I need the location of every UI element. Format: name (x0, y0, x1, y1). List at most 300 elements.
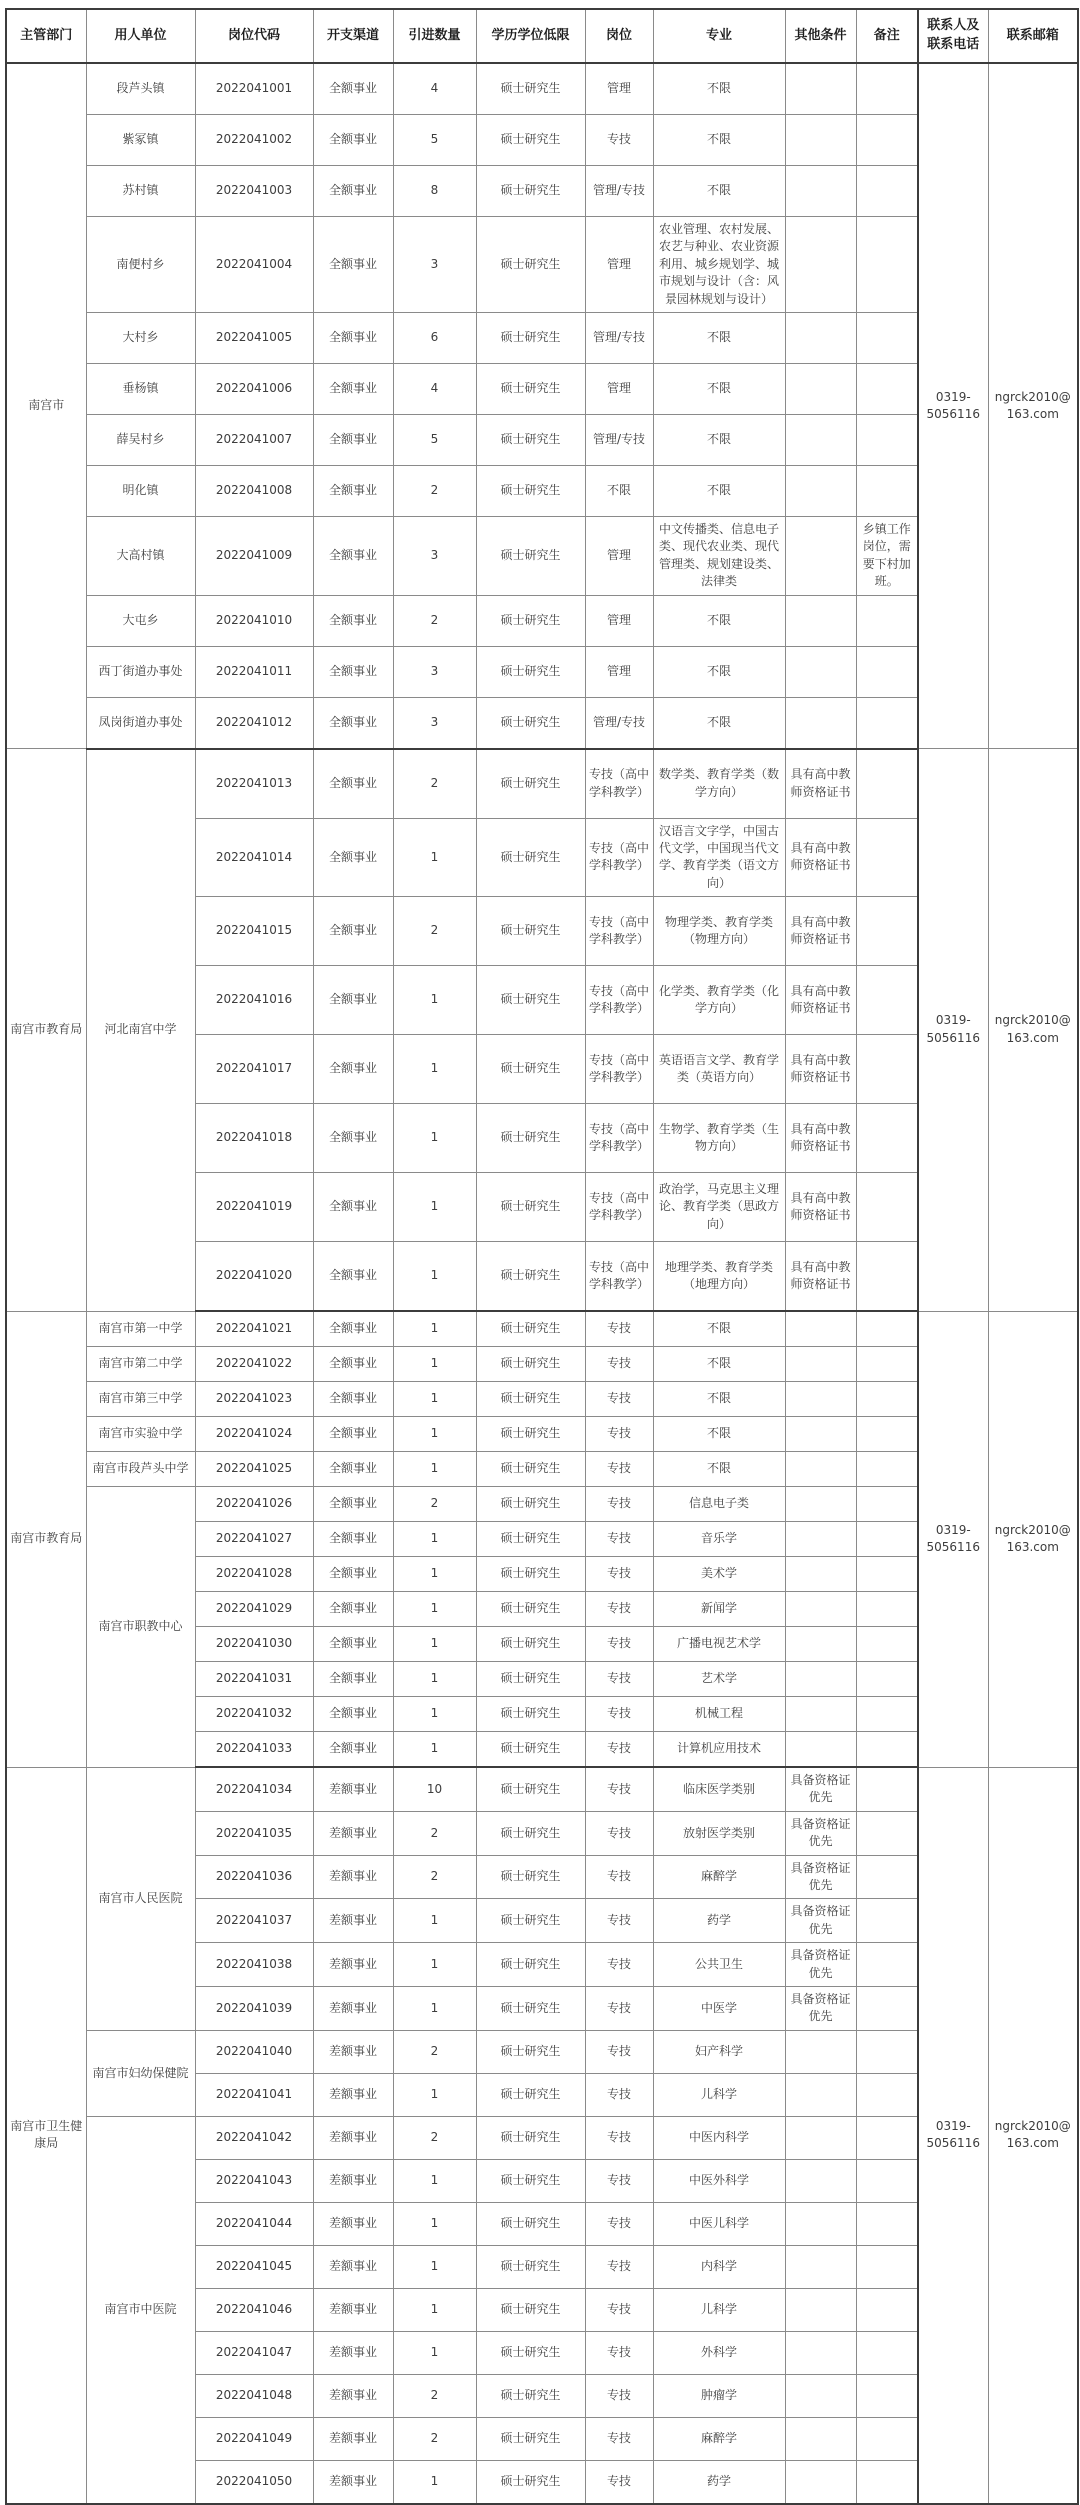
cell-channel: 全额事业 (313, 312, 393, 363)
table-row (6, 1417, 1078, 1452)
cell-other (785, 595, 856, 646)
cell-code: 2022041029 (195, 1592, 313, 1627)
cell-contact-email: ngrck2010@163.com (988, 749, 1078, 1312)
cell-major: 中医学 (653, 1986, 785, 2030)
cell-remark (856, 1382, 918, 1417)
cell-count: 1 (393, 1104, 476, 1173)
cell-major: 不限 (653, 1347, 785, 1382)
cell-code: 2022041014 (195, 818, 313, 897)
cell-remark (856, 414, 918, 465)
cell-channel: 全额事业 (313, 1557, 393, 1592)
cell-major: 不限 (653, 1452, 785, 1487)
cell-unit: 苏村镇 (86, 166, 195, 217)
cell-position: 专技（高中学科教学） (585, 897, 653, 966)
cell-unit: 西丁街道办事处 (86, 646, 195, 697)
cell-degree: 硕士研究生 (476, 63, 585, 115)
cell-degree: 硕士研究生 (476, 1767, 585, 1811)
cell-other (785, 1557, 856, 1592)
cell-major: 临床医学类别 (653, 1767, 785, 1811)
cell-major: 不限 (653, 646, 785, 697)
cell-major: 外科学 (653, 2331, 785, 2374)
cell-channel: 全额事业 (313, 1732, 393, 1768)
cell-position: 专技 (585, 2030, 653, 2073)
cell-position: 专技（高中学科教学） (585, 1035, 653, 1104)
col-header-position: 岗位 (585, 9, 653, 63)
cell-major: 计算机应用技术 (653, 1732, 785, 1768)
cell-code: 2022041010 (195, 595, 313, 646)
cell-code: 2022041038 (195, 1943, 313, 1987)
cell-position: 专技（高中学科教学） (585, 966, 653, 1035)
cell-channel: 全额事业 (313, 1311, 393, 1347)
cell-degree: 硕士研究生 (476, 2116, 585, 2159)
cell-count: 1 (393, 2331, 476, 2374)
table-row (6, 1452, 1078, 1487)
cell-unit: 南宫市中医院 (86, 2116, 195, 2504)
cell-major: 放射医学类别 (653, 1811, 785, 1855)
cell-count: 1 (393, 1173, 476, 1242)
cell-degree: 硕士研究生 (476, 2460, 585, 2504)
cell-other: 具有高中教师资格证书 (785, 818, 856, 897)
cell-channel: 全额事业 (313, 363, 393, 414)
cell-degree: 硕士研究生 (476, 2374, 585, 2417)
cell-position: 专技 (585, 1986, 653, 2030)
cell-remark (856, 1986, 918, 2030)
cell-count: 6 (393, 312, 476, 363)
cell-code: 2022041017 (195, 1035, 313, 1104)
cell-position: 专技 (585, 1522, 653, 1557)
cell-unit: 南宫市妇幼保健院 (86, 2030, 195, 2116)
cell-other (785, 2116, 856, 2159)
cell-degree: 硕士研究生 (476, 1811, 585, 1855)
cell-major: 麻醉学 (653, 2417, 785, 2460)
cell-other (785, 1311, 856, 1347)
cell-code: 2022041045 (195, 2245, 313, 2288)
cell-other (785, 2073, 856, 2116)
cell-remark (856, 1811, 918, 1855)
cell-major: 不限 (653, 166, 785, 217)
cell-code: 2022041012 (195, 697, 313, 749)
cell-remark (856, 1627, 918, 1662)
cell-degree: 硕士研究生 (476, 1732, 585, 1768)
cell-code: 2022041020 (195, 1242, 313, 1312)
cell-position: 专技 (585, 2159, 653, 2202)
cell-channel: 全额事业 (313, 1104, 393, 1173)
cell-department: 南宫市 (6, 63, 86, 749)
cell-other: 具有高中教师资格证书 (785, 1104, 856, 1173)
table-row (6, 595, 1078, 646)
cell-remark (856, 2159, 918, 2202)
cell-remark (856, 2288, 918, 2331)
cell-contact-phone: 0319-5056116 (918, 1767, 988, 2504)
cell-position: 专技 (585, 2116, 653, 2159)
cell-contact-phone: 0319-5056116 (918, 749, 988, 1312)
cell-count: 8 (393, 166, 476, 217)
cell-count: 1 (393, 2159, 476, 2202)
cell-other: 具有高中教师资格证书 (785, 1242, 856, 1312)
cell-remark (856, 1943, 918, 1987)
cell-degree: 硕士研究生 (476, 465, 585, 516)
cell-degree: 硕士研究生 (476, 1382, 585, 1417)
cell-position: 专技 (585, 2374, 653, 2417)
cell-remark (856, 2116, 918, 2159)
col-header-email: 联系邮箱 (988, 9, 1078, 63)
cell-remark: 乡镇工作岗位，需要下村加班。 (856, 516, 918, 595)
cell-position: 专技 (585, 1452, 653, 1487)
cell-degree: 硕士研究生 (476, 1347, 585, 1382)
cell-degree: 硕士研究生 (476, 1855, 585, 1899)
cell-code: 2022041035 (195, 1811, 313, 1855)
cell-major: 中医儿科学 (653, 2202, 785, 2245)
cell-remark (856, 1899, 918, 1943)
cell-code: 2022041005 (195, 312, 313, 363)
cell-code: 2022041040 (195, 2030, 313, 2073)
cell-count: 3 (393, 697, 476, 749)
cell-count: 2 (393, 2116, 476, 2159)
cell-remark (856, 363, 918, 414)
cell-major: 儿科学 (653, 2288, 785, 2331)
cell-other (785, 2202, 856, 2245)
cell-major: 化学类、教育学类（化学方向） (653, 966, 785, 1035)
cell-count: 1 (393, 1697, 476, 1732)
cell-degree: 硕士研究生 (476, 1557, 585, 1592)
cell-degree: 硕士研究生 (476, 1627, 585, 1662)
cell-major: 不限 (653, 1417, 785, 1452)
cell-unit: 明化镇 (86, 465, 195, 516)
cell-channel: 全额事业 (313, 1382, 393, 1417)
cell-code: 2022041047 (195, 2331, 313, 2374)
cell-channel: 差额事业 (313, 2202, 393, 2245)
cell-code: 2022041034 (195, 1767, 313, 1811)
cell-major: 中文传播类、信息电子类、现代农业类、现代管理类、规划建设类、法律类 (653, 516, 785, 595)
cell-code: 2022041006 (195, 363, 313, 414)
cell-remark (856, 1347, 918, 1382)
cell-other (785, 1732, 856, 1768)
cell-count: 5 (393, 414, 476, 465)
cell-other (785, 363, 856, 414)
cell-degree: 硕士研究生 (476, 897, 585, 966)
cell-count: 2 (393, 1811, 476, 1855)
col-header-degree: 学历学位低限 (476, 9, 585, 63)
cell-channel: 差额事业 (313, 2417, 393, 2460)
cell-other (785, 414, 856, 465)
cell-major: 不限 (653, 115, 785, 166)
cell-major: 中医内科学 (653, 2116, 785, 2159)
cell-channel: 全额事业 (313, 414, 393, 465)
cell-position: 管理/专技 (585, 166, 653, 217)
cell-unit: 南便村乡 (86, 217, 195, 313)
table-row (6, 115, 1078, 166)
cell-count: 2 (393, 2374, 476, 2417)
cell-position: 专技 (585, 1767, 653, 1811)
cell-degree: 硕士研究生 (476, 115, 585, 166)
table-row (6, 312, 1078, 363)
cell-remark (856, 1557, 918, 1592)
cell-degree: 硕士研究生 (476, 2245, 585, 2288)
cell-count: 1 (393, 1943, 476, 1987)
cell-code: 2022041046 (195, 2288, 313, 2331)
cell-other (785, 2374, 856, 2417)
cell-code: 2022041042 (195, 2116, 313, 2159)
cell-channel: 全额事业 (313, 749, 393, 819)
cell-other (785, 115, 856, 166)
cell-count: 1 (393, 1899, 476, 1943)
cell-code: 2022041039 (195, 1986, 313, 2030)
cell-channel: 差额事业 (313, 2073, 393, 2116)
cell-position: 专技（高中学科教学） (585, 1242, 653, 1312)
cell-department: 南宫市卫生健康局 (6, 1767, 86, 2504)
cell-major: 药学 (653, 1899, 785, 1943)
cell-degree: 硕士研究生 (476, 2073, 585, 2116)
cell-other (785, 1662, 856, 1697)
cell-unit: 南宫市实验中学 (86, 1417, 195, 1452)
cell-major: 儿科学 (653, 2073, 785, 2116)
cell-channel: 差额事业 (313, 2460, 393, 2504)
cell-unit: 大高村镇 (86, 516, 195, 595)
header-row (6, 9, 1078, 63)
cell-count: 1 (393, 818, 476, 897)
col-header-channel: 开支渠道 (313, 9, 393, 63)
cell-degree: 硕士研究生 (476, 1986, 585, 2030)
cell-remark (856, 595, 918, 646)
cell-other (785, 2460, 856, 2504)
cell-position: 专技（高中学科教学） (585, 818, 653, 897)
cell-other: 具备资格证优先 (785, 1899, 856, 1943)
cell-major: 数学类、教育学类（数学方向） (653, 749, 785, 819)
cell-other (785, 697, 856, 749)
cell-remark (856, 1592, 918, 1627)
cell-other (785, 217, 856, 313)
cell-remark (856, 1311, 918, 1347)
cell-count: 1 (393, 1557, 476, 1592)
cell-remark (856, 897, 918, 966)
cell-code: 2022041022 (195, 1347, 313, 1382)
cell-major: 不限 (653, 697, 785, 749)
cell-count: 2 (393, 595, 476, 646)
cell-count: 3 (393, 516, 476, 595)
cell-degree: 硕士研究生 (476, 217, 585, 313)
table-row (6, 363, 1078, 414)
cell-code: 2022041001 (195, 63, 313, 115)
cell-remark (856, 1855, 918, 1899)
cell-position: 专技 (585, 115, 653, 166)
cell-count: 5 (393, 115, 476, 166)
cell-unit: 段芦头镇 (86, 63, 195, 115)
cell-count: 1 (393, 1662, 476, 1697)
cell-unit: 紫冢镇 (86, 115, 195, 166)
cell-position: 专技 (585, 1487, 653, 1522)
cell-count: 1 (393, 1732, 476, 1768)
cell-position: 专技 (585, 2073, 653, 2116)
cell-degree: 硕士研究生 (476, 1035, 585, 1104)
cell-major: 药学 (653, 2460, 785, 2504)
table-row (6, 217, 1078, 313)
cell-other (785, 2245, 856, 2288)
cell-remark (856, 2460, 918, 2504)
cell-code: 2022041013 (195, 749, 313, 819)
cell-degree: 硕士研究生 (476, 1173, 585, 1242)
cell-count: 1 (393, 1986, 476, 2030)
cell-degree: 硕士研究生 (476, 363, 585, 414)
cell-channel: 全额事业 (313, 166, 393, 217)
cell-unit: 南宫市人民医院 (86, 1767, 195, 2030)
table-row (6, 646, 1078, 697)
col-header-code: 岗位代码 (195, 9, 313, 63)
cell-channel: 全额事业 (313, 595, 393, 646)
cell-contact-email: ngrck2010@163.com (988, 1311, 1078, 1767)
cell-position: 管理 (585, 217, 653, 313)
cell-code: 2022041036 (195, 1855, 313, 1899)
cell-code: 2022041032 (195, 1697, 313, 1732)
cell-position: 专技 (585, 2245, 653, 2288)
cell-remark (856, 465, 918, 516)
cell-other (785, 1697, 856, 1732)
cell-remark (856, 2030, 918, 2073)
cell-major: 不限 (653, 1311, 785, 1347)
cell-remark (856, 1173, 918, 1242)
cell-code: 2022041009 (195, 516, 313, 595)
cell-code: 2022041049 (195, 2417, 313, 2460)
recruitment-page (0, 8, 1080, 2505)
cell-degree: 硕士研究生 (476, 2030, 585, 2073)
cell-position: 不限 (585, 465, 653, 516)
cell-degree: 硕士研究生 (476, 818, 585, 897)
cell-channel: 差额事业 (313, 1943, 393, 1987)
cell-degree: 硕士研究生 (476, 1697, 585, 1732)
cell-other (785, 1417, 856, 1452)
cell-channel: 全额事业 (313, 1242, 393, 1312)
cell-position: 专技 (585, 2417, 653, 2460)
cell-count: 1 (393, 1522, 476, 1557)
cell-channel: 差额事业 (313, 1767, 393, 1811)
cell-other (785, 516, 856, 595)
cell-count: 2 (393, 749, 476, 819)
cell-count: 1 (393, 1035, 476, 1104)
cell-remark (856, 1662, 918, 1697)
cell-major: 不限 (653, 414, 785, 465)
cell-count: 1 (393, 1382, 476, 1417)
cell-remark (856, 166, 918, 217)
cell-remark (856, 115, 918, 166)
cell-code: 2022041018 (195, 1104, 313, 1173)
cell-department: 南宫市教育局 (6, 1311, 86, 1767)
cell-count: 4 (393, 363, 476, 414)
cell-channel: 全额事业 (313, 465, 393, 516)
cell-major: 不限 (653, 595, 785, 646)
cell-remark (856, 697, 918, 749)
cell-code: 2022041041 (195, 2073, 313, 2116)
table-row (6, 166, 1078, 217)
cell-position: 专技 (585, 1347, 653, 1382)
cell-code: 2022041015 (195, 897, 313, 966)
cell-channel: 差额事业 (313, 2288, 393, 2331)
cell-code: 2022041028 (195, 1557, 313, 1592)
cell-count: 2 (393, 897, 476, 966)
cell-count: 10 (393, 1767, 476, 1811)
cell-code: 2022041007 (195, 414, 313, 465)
cell-position: 专技 (585, 1662, 653, 1697)
cell-position: 管理 (585, 63, 653, 115)
cell-remark (856, 2417, 918, 2460)
table-row (6, 749, 1078, 819)
cell-major: 广播电视艺术学 (653, 1627, 785, 1662)
cell-channel: 全额事业 (313, 1627, 393, 1662)
cell-code: 2022041025 (195, 1452, 313, 1487)
cell-unit: 大村乡 (86, 312, 195, 363)
col-header-other: 其他条件 (785, 9, 856, 63)
cell-channel: 差额事业 (313, 1986, 393, 2030)
cell-channel: 全额事业 (313, 217, 393, 313)
cell-other (785, 1592, 856, 1627)
cell-major: 政治学，马克思主义理论、教育学类（思政方向） (653, 1173, 785, 1242)
col-header-department: 主管部门 (6, 9, 86, 63)
cell-other (785, 1382, 856, 1417)
cell-unit: 垂杨镇 (86, 363, 195, 414)
cell-code: 2022041048 (195, 2374, 313, 2417)
cell-other (785, 1627, 856, 1662)
cell-position: 专技 (585, 1732, 653, 1768)
cell-position: 专技 (585, 1697, 653, 1732)
cell-degree: 硕士研究生 (476, 1311, 585, 1347)
cell-contact-phone: 0319-5056116 (918, 1311, 988, 1767)
cell-remark (856, 1242, 918, 1312)
cell-remark (856, 1417, 918, 1452)
cell-code: 2022041019 (195, 1173, 313, 1242)
table-row (6, 1487, 1078, 1522)
cell-position: 专技（高中学科教学） (585, 749, 653, 819)
cell-contact-phone: 0319-5056116 (918, 63, 988, 749)
cell-other (785, 166, 856, 217)
table-row (6, 1767, 1078, 1811)
cell-other: 具有高中教师资格证书 (785, 897, 856, 966)
cell-major: 中医外科学 (653, 2159, 785, 2202)
cell-position: 专技 (585, 2331, 653, 2374)
cell-code: 2022041003 (195, 166, 313, 217)
cell-remark (856, 966, 918, 1035)
cell-position: 管理/专技 (585, 312, 653, 363)
cell-degree: 硕士研究生 (476, 166, 585, 217)
cell-count: 1 (393, 1627, 476, 1662)
cell-channel: 全额事业 (313, 63, 393, 115)
cell-major: 不限 (653, 63, 785, 115)
cell-degree: 硕士研究生 (476, 2159, 585, 2202)
cell-contact-email: ngrck2010@163.com (988, 1767, 1078, 2504)
cell-unit: 薛吴村乡 (86, 414, 195, 465)
cell-position: 专技 (585, 1627, 653, 1662)
cell-channel: 全额事业 (313, 1035, 393, 1104)
cell-degree: 硕士研究生 (476, 1452, 585, 1487)
cell-position: 管理 (585, 363, 653, 414)
cell-other: 具有高中教师资格证书 (785, 1035, 856, 1104)
cell-degree: 硕士研究生 (476, 1522, 585, 1557)
table-body (6, 63, 1078, 2504)
cell-major: 地理学类、教育学类（地理方向） (653, 1242, 785, 1312)
cell-degree: 硕士研究生 (476, 646, 585, 697)
cell-unit: 南宫市第一中学 (86, 1311, 195, 1347)
cell-count: 1 (393, 1452, 476, 1487)
cell-code: 2022041026 (195, 1487, 313, 1522)
cell-other (785, 63, 856, 115)
cell-other (785, 312, 856, 363)
table-row (6, 2116, 1078, 2159)
cell-channel: 差额事业 (313, 1811, 393, 1855)
cell-major: 美术学 (653, 1557, 785, 1592)
cell-channel: 差额事业 (313, 2245, 393, 2288)
cell-channel: 差额事业 (313, 2331, 393, 2374)
cell-unit: 凤岗街道办事处 (86, 697, 195, 749)
cell-count: 1 (393, 2288, 476, 2331)
cell-major: 农业管理、农村发展、农艺与种业、农业资源利用、城乡规划学、城市规划与设计（含：风景园林规划与设计） (653, 217, 785, 313)
cell-channel: 全额事业 (313, 697, 393, 749)
